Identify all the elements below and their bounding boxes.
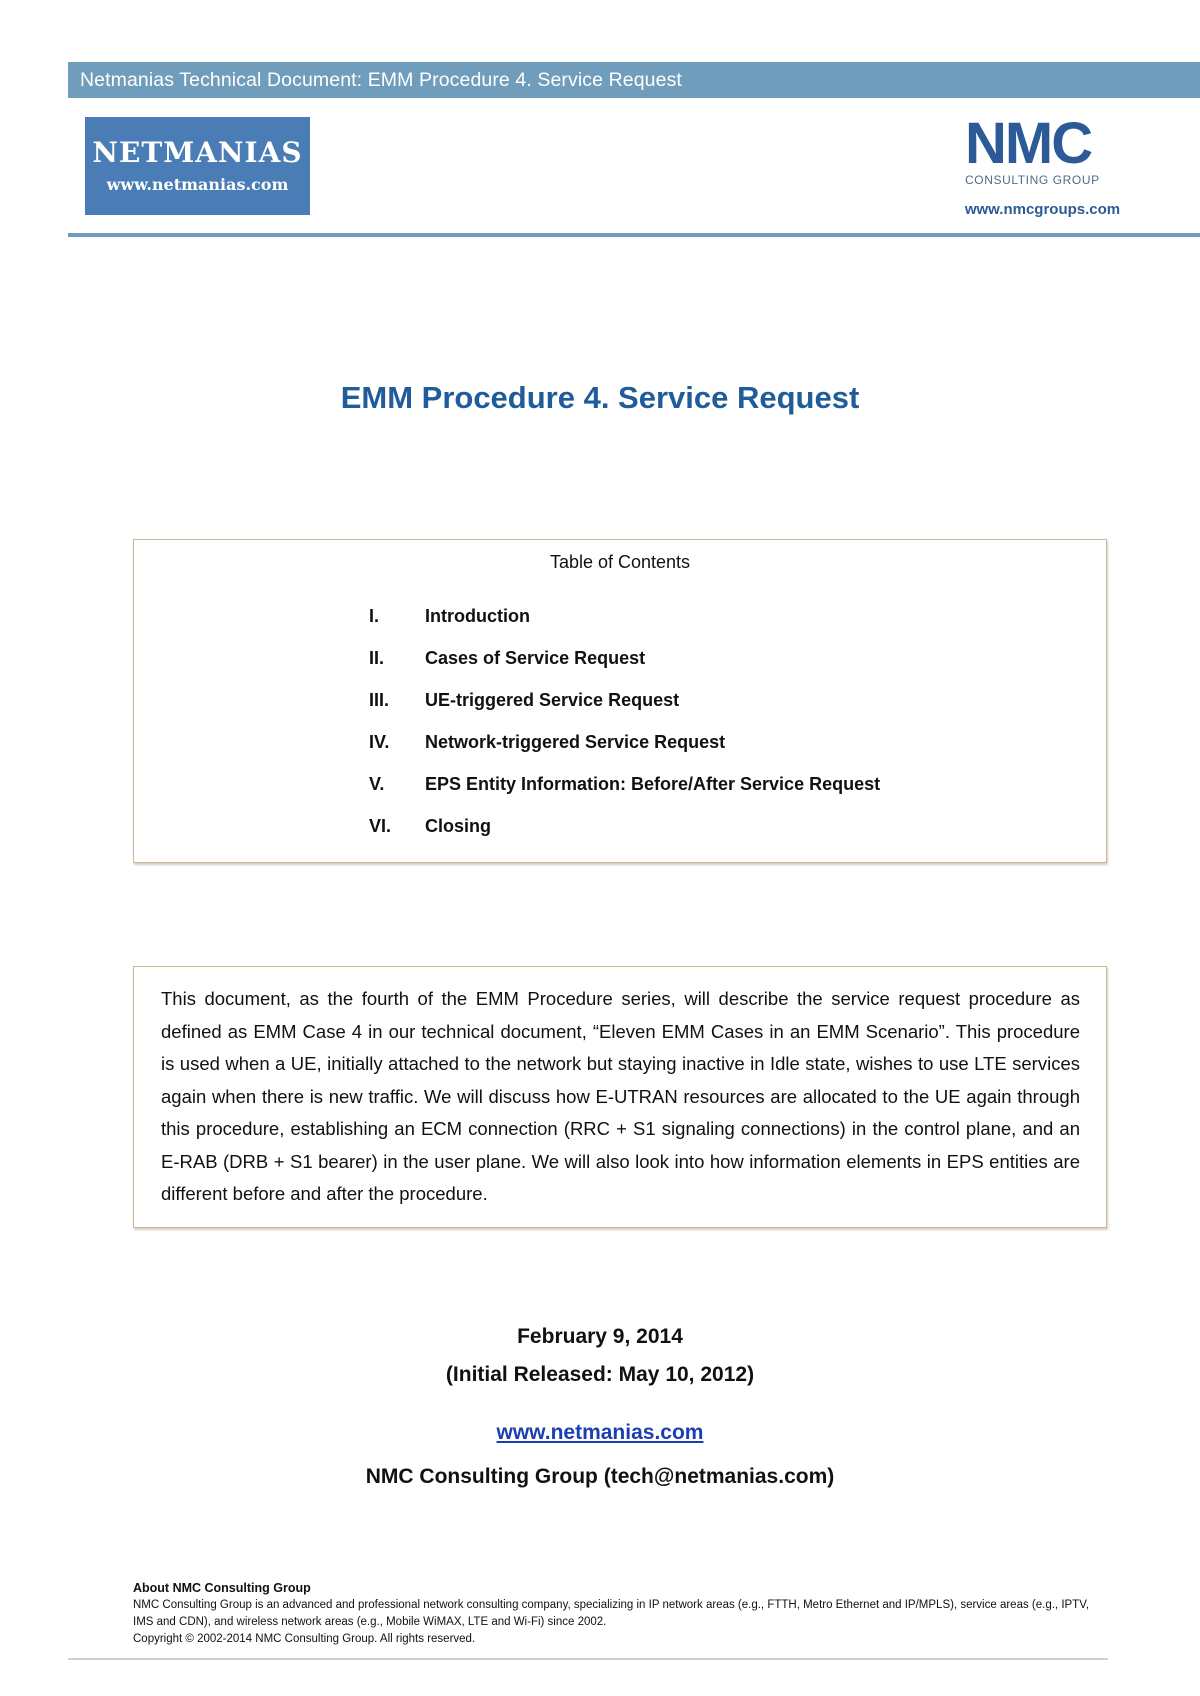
header-title: Netmanias Technical Document: EMM Procedure 4. Service Request bbox=[80, 68, 682, 91]
footer-body: NMC Consulting Group is an advanced and professional network consulting company, specializing in IP network areas (e.g., FTTH, Metro Ethernet and IP/MPLS), service areas (e.g., IPTV, IMS and CDN), and wireless network areas (e.g., Mobile WiMAX, LTE and Wi-Fi) since 2002. bbox=[133, 1599, 1090, 1628]
toc-item-label: UE-triggered Service Request bbox=[425, 690, 680, 710]
footer bbox=[133, 1580, 1108, 1648]
abstract-text: This document, as the fourth of the EMM Procedure series, will describe the service request procedure as defined as EMM Case 4 in our technical document, “Eleven EMM Cases in an EMM Scenario”. This procedure is used when a UE, initially attached to the network but staying inactive in Idle state, wishes to use LTE services again when there is new traffic. We will discuss how E-UTRAN resources are allocated to the UE again through this procedure, establishing an ECM connection (RRC + S1 signaling connections) in the control plane, and an E-RAB (DRB + S1 bearer) in the user plane. We will also look into how information elements in EPS entities are different before and after the procedure. bbox=[161, 988, 1080, 1204]
netmanias-website-link[interactable]: www.netmanias.com bbox=[496, 1421, 704, 1444]
initial-release-date: (Initial Released: May 10, 2012) bbox=[445, 1363, 755, 1386]
netmanias-logo bbox=[85, 117, 310, 215]
nmc-logo-subtitle: CONSULTING GROUP bbox=[965, 173, 1100, 187]
toc-item-network-triggered[interactable] bbox=[369, 732, 880, 774]
toc-item-closing[interactable] bbox=[369, 816, 880, 858]
contact-info: NMC Consulting Group (tech@netmanias.com) bbox=[365, 1465, 835, 1488]
toc-item-label: Network-triggered Service Request bbox=[425, 732, 726, 752]
toc-item-label: Cases of Service Request bbox=[425, 648, 646, 668]
toc-item-number: I. bbox=[369, 606, 380, 626]
toc-item-label: Introduction bbox=[425, 606, 530, 626]
toc-item-number: V. bbox=[369, 774, 385, 794]
publish-date: February 9, 2014 bbox=[517, 1325, 683, 1348]
document-title: EMM Procedure 4. Service Request bbox=[340, 380, 860, 415]
toc-item-label: EPS Entity Information: Before/After Service Request bbox=[425, 774, 881, 794]
toc-list bbox=[369, 606, 880, 858]
toc-item-number: VI. bbox=[369, 816, 392, 836]
toc-item-introduction[interactable] bbox=[369, 606, 880, 648]
footer-divider bbox=[68, 1658, 1108, 1660]
release-info bbox=[0, 1318, 1200, 1496]
header-bar bbox=[68, 62, 1200, 98]
toc-item-ue-triggered[interactable] bbox=[369, 690, 880, 732]
toc-item-label: Closing bbox=[425, 816, 491, 836]
table-of-contents bbox=[133, 539, 1107, 863]
toc-item-number: III. bbox=[369, 690, 390, 710]
netmanias-logo-url: www.netmanias.com bbox=[106, 174, 289, 194]
nmc-logo-url: www.nmcgroups.com bbox=[964, 201, 1121, 218]
toc-item-cases[interactable] bbox=[369, 648, 880, 690]
header-divider bbox=[68, 233, 1200, 237]
toc-item-number: II. bbox=[369, 648, 385, 668]
toc-item-eps-entity-information[interactable] bbox=[369, 774, 880, 816]
toc-item-number: IV. bbox=[369, 732, 390, 752]
nmc-logo-mark: NMC bbox=[965, 111, 1092, 176]
footer-heading: About NMC Consulting Group bbox=[133, 1581, 311, 1595]
nmc-logo bbox=[960, 111, 1130, 225]
abstract-box bbox=[133, 966, 1107, 1228]
toc-heading: Table of Contents bbox=[549, 552, 691, 572]
footer-copyright: Copyright © 2002-2014 NMC Consulting Group. All rights reserved. bbox=[133, 1633, 476, 1645]
netmanias-logo-name: NETMANIAS bbox=[92, 136, 303, 170]
